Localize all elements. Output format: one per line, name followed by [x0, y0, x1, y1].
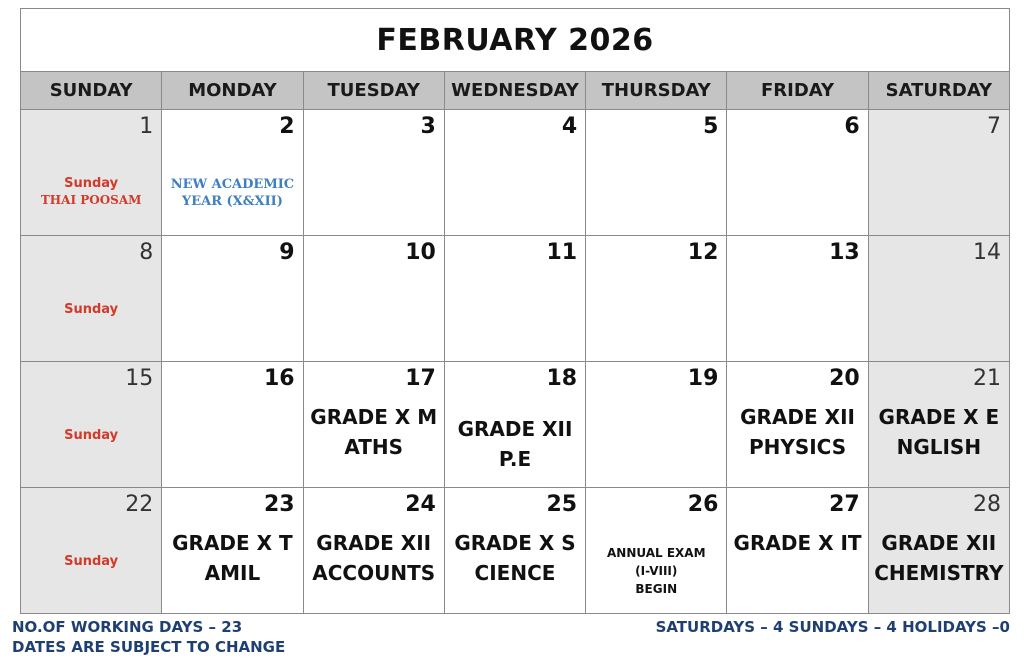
day-cell	[868, 110, 1009, 236]
exam-label: GRADE XII ACCOUNTS	[312, 531, 436, 585]
day-number: 19	[687, 366, 719, 391]
exam-label: GRADE X TAMIL	[172, 531, 293, 585]
day-cell	[444, 488, 585, 614]
day-cell	[162, 110, 303, 236]
day-cell	[21, 362, 162, 488]
day-number: 7	[987, 114, 1001, 139]
weekday-thursday: THURSDAY	[586, 72, 727, 110]
exam-note-line: (I-VIII)	[635, 564, 678, 578]
day-number: 6	[844, 114, 860, 139]
day-number: 21	[973, 366, 1001, 391]
day-cell	[727, 236, 868, 362]
exam-label: GRADE XII PHYSICS	[740, 405, 855, 459]
day-cell	[586, 236, 727, 362]
exam-label: GRADE X SCIENCE	[454, 531, 576, 585]
exam-label: GRADE X MATHS	[310, 405, 438, 459]
footer-left	[12, 617, 285, 657]
day-cell	[21, 110, 162, 236]
day-number: 25	[546, 492, 578, 517]
weekday-wednesday: WEDNESDAY	[444, 72, 585, 110]
event-label: NEW ACADEMIC YEAR (X&XII)	[170, 177, 295, 209]
day-number: 2	[279, 114, 295, 139]
day-number: 23	[263, 492, 295, 517]
subject-to-change-text: DATES ARE SUBJECT TO CHANGE	[12, 638, 286, 656]
day-number: 1	[139, 114, 154, 139]
day-cell	[162, 488, 303, 614]
day-number: 16	[263, 366, 295, 391]
day-number: 18	[546, 366, 578, 391]
weekday-sunday: SUNDAY	[21, 72, 162, 110]
day-cell	[868, 488, 1009, 614]
day-number: 27	[829, 492, 860, 517]
day-number: 13	[829, 240, 860, 265]
day-number: 22	[125, 492, 154, 517]
weekday-saturday: SATURDAY	[868, 72, 1009, 110]
day-number: 3	[420, 114, 436, 139]
day-cell	[444, 362, 585, 488]
day-cell	[586, 488, 727, 614]
weekday-friday: FRIDAY	[727, 72, 868, 110]
day-cell	[162, 236, 303, 362]
weekday-monday: MONDAY	[162, 72, 303, 110]
day-cell	[444, 110, 585, 236]
exam-label: GRADE X IT	[733, 531, 862, 555]
holiday-label: THAI POOSAM	[40, 193, 142, 207]
day-cell	[162, 362, 303, 488]
day-number: 12	[687, 240, 719, 265]
day-number: 4	[561, 114, 578, 139]
day-cell	[727, 488, 868, 614]
day-cell	[586, 110, 727, 236]
day-number: 11	[546, 240, 578, 265]
weekday-tuesday: TUESDAY	[303, 72, 444, 110]
sunday-label: Sunday	[64, 428, 119, 443]
sunday-label: Sunday	[64, 176, 119, 191]
day-number: 5	[703, 114, 719, 139]
day-number: 14	[973, 240, 1001, 265]
day-number: 26	[687, 492, 719, 517]
working-days-text: NO.OF WORKING DAYS – 23	[12, 618, 243, 636]
day-cell	[727, 362, 868, 488]
day-cell	[303, 362, 444, 488]
exam-note-line: BEGIN	[635, 582, 678, 596]
day-cell	[303, 110, 444, 236]
day-cell	[444, 236, 585, 362]
day-cell	[868, 236, 1009, 362]
day-number: 28	[973, 492, 1001, 517]
day-number: 20	[829, 366, 860, 391]
day-number: 17	[405, 366, 436, 391]
day-number: 8	[139, 240, 154, 265]
day-cell	[727, 110, 868, 236]
day-cell	[303, 488, 444, 614]
day-cell	[21, 488, 162, 614]
day-cell	[303, 236, 444, 362]
exam-label: GRADE X ENGLISH	[878, 405, 1000, 459]
exam-note-line: ANNUAL EXAM	[606, 546, 706, 560]
calendar-table	[20, 8, 1010, 614]
day-number: 9	[279, 240, 295, 265]
day-number: 24	[405, 492, 436, 517]
day-cell	[21, 236, 162, 362]
day-cell	[586, 362, 727, 488]
day-cell	[868, 362, 1009, 488]
exam-label: GRADE XII P.E	[457, 417, 573, 471]
exam-note	[586, 544, 726, 598]
exam-label: GRADE XII CHEMISTRY	[874, 531, 1004, 585]
day-number: 15	[125, 366, 154, 391]
calendar-title: FEBRUARY 2026	[21, 9, 1010, 72]
sunday-label: Sunday	[64, 302, 119, 317]
sunday-label: Sunday	[64, 554, 119, 569]
day-note	[21, 176, 161, 208]
day-number: 10	[405, 240, 436, 265]
footer-summary: SATURDAYS – 4 SUNDAYS – 4 HOLIDAYS –0	[655, 618, 1010, 636]
